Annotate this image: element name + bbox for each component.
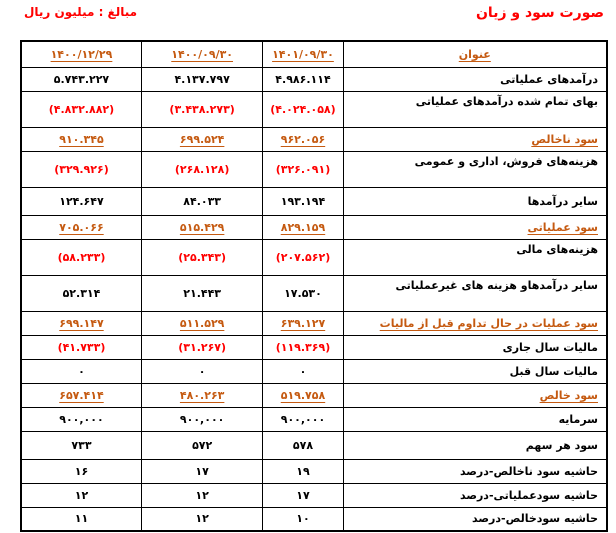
- column-header-period-3: [21, 41, 141, 67]
- row-label: سایر درآمدهاو هزینه های غیرعملیاتی: [343, 275, 607, 311]
- amounts-unit-label: مبالغ : میلیون ریال: [24, 5, 138, 19]
- table-row: [21, 239, 607, 275]
- row-label: سایر درآمدها: [343, 187, 607, 215]
- value-cell: (۲۰۷.۵۶۲): [263, 239, 343, 275]
- value-cell: (۵۸.۲۳۳): [21, 239, 141, 275]
- table-row: [21, 359, 607, 383]
- value-cell: (۳.۴۳۸.۲۷۳): [141, 91, 262, 127]
- value-cell: ۹۰۰,۰۰۰: [263, 407, 343, 431]
- row-label: درآمدهای عملیاتی: [343, 67, 607, 91]
- value-cell: ۴.۹۸۶.۱۱۴: [263, 67, 343, 91]
- value-cell: ۱۲: [21, 483, 141, 507]
- value-cell: ۴۸۰.۲۶۳: [141, 383, 262, 407]
- value-cell: ۶۹۹.۵۲۴: [141, 127, 262, 151]
- value-cell: ۵۷۲: [141, 431, 262, 459]
- value-cell: ۶۵۷.۴۱۴: [21, 383, 141, 407]
- value-cell: ۱۲: [141, 483, 262, 507]
- value-cell: ۱۲۴.۶۴۷: [21, 187, 141, 215]
- value-cell: (۲۵.۳۴۳): [141, 239, 262, 275]
- column-header-period-1-text: ۱۴۰۱/۰۹/۳۰: [272, 47, 334, 61]
- value-cell: ۵.۷۴۳.۲۲۷: [21, 67, 141, 91]
- row-label: سود هر سهم: [343, 431, 607, 459]
- column-header-title: [343, 41, 607, 67]
- table-row: [21, 91, 607, 127]
- value-cell: ۱۰: [263, 507, 343, 531]
- value-cell: ۸۲۹.۱۵۹: [263, 215, 343, 239]
- row-label: سود ناخالص: [343, 127, 607, 151]
- value-cell: (۳۲۶.۰۹۱): [263, 151, 343, 187]
- table-row: [21, 407, 607, 431]
- value-cell: ۴.۱۳۷.۷۹۷: [141, 67, 262, 91]
- value-cell: ۱۷: [263, 483, 343, 507]
- table-row: [21, 127, 607, 151]
- column-header-period-2-text: ۱۴۰۰/۰۹/۳۰: [171, 47, 234, 61]
- value-cell: ۵۲.۳۱۴: [21, 275, 141, 311]
- income-statement-table: [20, 40, 608, 532]
- value-cell: ۰: [141, 359, 262, 383]
- table-row: [21, 431, 607, 459]
- table-row: [21, 335, 607, 359]
- column-header-period-1: [263, 41, 343, 67]
- value-cell: ۹۱۰.۳۴۵: [21, 127, 141, 151]
- row-label: سود عملیات در حال تداوم قبل از مالیات: [343, 311, 607, 335]
- value-cell: ۵۱۱.۵۲۹: [141, 311, 262, 335]
- value-cell: (۳۲۹.۹۲۶): [21, 151, 141, 187]
- table-header-row: [21, 41, 607, 67]
- row-label: هزینه‌های فروش، اداری و عمومی: [343, 151, 607, 187]
- value-cell: ۵۱۹.۷۵۸: [263, 383, 343, 407]
- column-header-period-3-text: ۱۴۰۰/۱۲/۲۹: [50, 47, 113, 61]
- column-header-title-text: عنوان: [458, 47, 491, 61]
- value-cell: ۰: [21, 359, 141, 383]
- table-row: [21, 275, 607, 311]
- value-cell: ۱۷: [141, 459, 262, 483]
- table-row: [21, 187, 607, 215]
- value-cell: (۴.۰۲۴.۰۵۸): [263, 91, 343, 127]
- value-cell: ۹۶۲.۰۵۶: [263, 127, 343, 151]
- value-cell: (۱۱۹.۳۶۹): [263, 335, 343, 359]
- value-cell: ۱۹: [263, 459, 343, 483]
- table-row: [21, 483, 607, 507]
- page-header: [0, 0, 616, 21]
- value-cell: ۵۷۸: [263, 431, 343, 459]
- value-cell: (۴.۸۳۲.۸۸۲): [21, 91, 141, 127]
- value-cell: ۷۰۵.۰۶۶: [21, 215, 141, 239]
- table-row: [21, 311, 607, 335]
- row-label: هزینه‌های مالی: [343, 239, 607, 275]
- row-label: حاشیه سود ناخالص-درصد: [343, 459, 607, 483]
- row-label: سرمایه: [343, 407, 607, 431]
- row-label: حاشیه سودعملیاتی-درصد: [343, 483, 607, 507]
- row-label: مالیات سال قبل: [343, 359, 607, 383]
- value-cell: ۸۴.۰۳۳: [141, 187, 262, 215]
- row-label: بهای تمام شده درآمدهای عملیاتی: [343, 91, 607, 127]
- table-row: [21, 151, 607, 187]
- value-cell: (۴۱.۷۳۳): [21, 335, 141, 359]
- value-cell: ۱۲: [141, 507, 262, 531]
- value-cell: ۰: [263, 359, 343, 383]
- value-cell: ۱۶: [21, 459, 141, 483]
- row-label: حاشیه سودخالص-درصد: [343, 507, 607, 531]
- page-title: صورت سود و زیان: [475, 5, 604, 21]
- row-label: مالیات سال جاری: [343, 335, 607, 359]
- value-cell: ۷۳۳: [21, 431, 141, 459]
- row-label: سود خالص: [343, 383, 607, 407]
- column-header-period-2: [141, 41, 262, 67]
- table-row: [21, 67, 607, 91]
- value-cell: ۶۹۹.۱۴۷: [21, 311, 141, 335]
- value-cell: ۱۷.۵۳۰: [263, 275, 343, 311]
- value-cell: ۹۰۰,۰۰۰: [21, 407, 141, 431]
- value-cell: ۱۹۳.۱۹۴: [263, 187, 343, 215]
- table-row: [21, 215, 607, 239]
- value-cell: ۲۱.۴۴۳: [141, 275, 262, 311]
- value-cell: ۶۳۹.۱۲۷: [263, 311, 343, 335]
- table-row: [21, 383, 607, 407]
- value-cell: (۳۱.۲۶۷): [141, 335, 262, 359]
- value-cell: ۵۱۵.۴۲۹: [141, 215, 262, 239]
- value-cell: (۲۶۸.۱۲۸): [141, 151, 262, 187]
- row-label: سود عملیاتی: [343, 215, 607, 239]
- value-cell: ۱۱: [21, 507, 141, 531]
- table-row: [21, 507, 607, 531]
- value-cell: ۹۰۰,۰۰۰: [141, 407, 262, 431]
- table-row: [21, 459, 607, 483]
